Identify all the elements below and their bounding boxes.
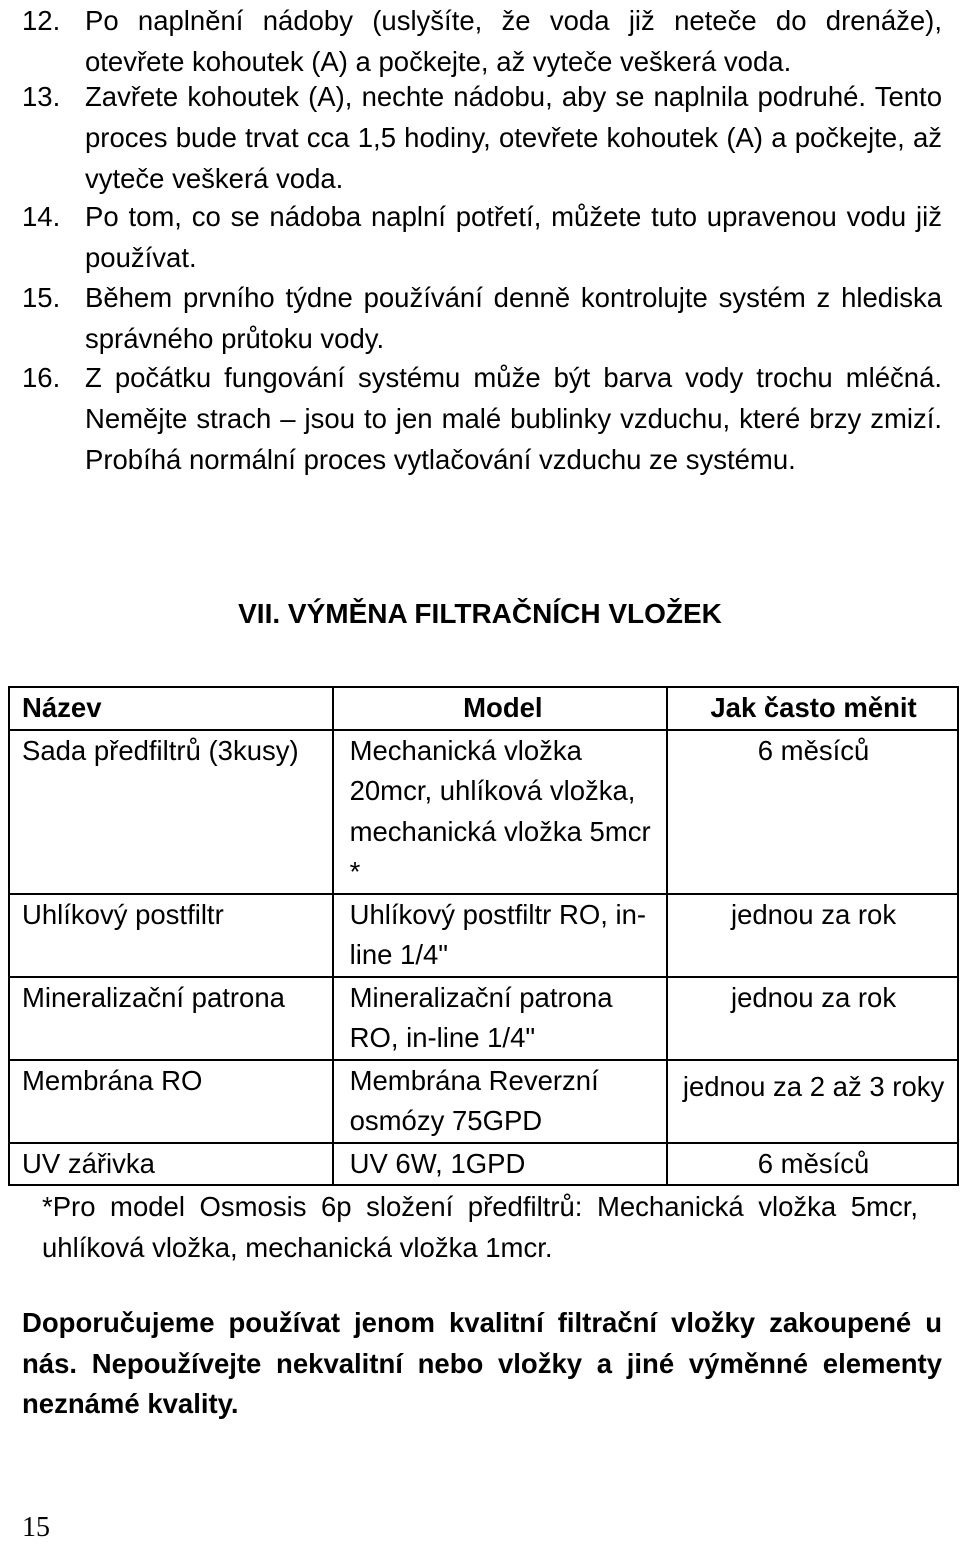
cell-name: Sada předfiltrů (3kusy) [9, 730, 333, 894]
recommendation-note: Doporučujeme používat jenom kvalitní filtrační vložky zakoupené u nás. Nepoužívejte nekvalitní nebo vložky a jiné výměnné elementy neznámé kvality. [22, 1307, 942, 1419]
table-row [9, 894, 958, 977]
step-14 [22, 196, 942, 278]
step-15 [22, 277, 942, 359]
filter-replacement-table [8, 686, 959, 1186]
step-number: 15. [22, 282, 61, 313]
cell-interval: 6 měsíců [667, 1143, 958, 1186]
step-12 [22, 0, 942, 82]
cell-name: UV zářivka [9, 1143, 333, 1186]
table-header-row [9, 687, 958, 730]
table-row [9, 1143, 958, 1186]
step-text: Z počátku fungování systému může být barva vody trochu mléčná. Nemějte strach – jsou to jen malé bublinky vzduchu, které brzy zmizí. Probíhá normální proces vytlačování vzduchu ze systému. [85, 362, 942, 475]
table-row [9, 1060, 958, 1143]
cell-name: Mineralizační patrona [9, 977, 333, 1060]
cell-interval: jednou za rok [667, 894, 958, 977]
step-text: Po tom, co se nádoba naplní potřetí, můžete tuto upravenou vodu již používat. [85, 201, 942, 273]
cell-model: Membrána Reverzní osmózy 75GPD [333, 1060, 667, 1143]
table-row [9, 730, 958, 894]
column-header-model: Model [333, 687, 667, 730]
cell-interval: 6 měsíců [667, 730, 958, 894]
cell-name: Uhlíkový postfiltr [9, 894, 333, 977]
step-number: 14. [22, 201, 61, 232]
table-footnote: *Pro model Osmosis 6p složení předfiltrů: Mechanická vložka 5mcr, uhlíková vložka, mechanická vložka 1mcr. [42, 1191, 918, 1263]
step-16 [22, 357, 942, 480]
cell-name: Membrána RO [9, 1060, 333, 1143]
cell-model: Mechanická vložka 20mcr, uhlíková vložka, mechanická vložka 5mcr * [333, 730, 667, 894]
cell-model: Mineralizační patrona RO, in-line 1/4" [333, 977, 667, 1060]
step-number: 13. [22, 81, 61, 112]
page-number: 15 [22, 1512, 50, 1543]
step-text: Během prvního týdne používání denně kontrolujte systém z hlediska správného průtoku vody. [85, 282, 942, 354]
column-header-interval: Jak často měnit [667, 687, 958, 730]
cell-interval: jednou za rok [667, 977, 958, 1060]
cell-interval: jednou za 2 až 3 roky [667, 1060, 958, 1143]
table-row [9, 977, 958, 1060]
step-text: Zavřete kohoutek (A), nechte nádobu, aby se naplnila podruhé. Tento proces bude trvat cca 1,5 hodiny, otevřete kohoutek (A) a počkejte, až vyteče veškerá voda. [85, 81, 942, 194]
cell-model: UV 6W, 1GPD [333, 1143, 667, 1186]
cell-model: Uhlíkový postfiltr RO, in-line 1/4" [333, 894, 667, 977]
step-13 [22, 76, 942, 199]
step-text: Po naplnění nádoby (uslyšíte, že voda již neteče do drenáže), otevřete kohoutek (A) a počkejte, až vyteče veškerá voda. [85, 5, 942, 77]
column-header-name: Název [9, 687, 333, 730]
section-title: VII. VÝMĚNA FILTRAČNÍCH VLOŽEK [238, 598, 722, 629]
step-number: 12. [22, 5, 61, 36]
step-number: 16. [22, 362, 61, 393]
